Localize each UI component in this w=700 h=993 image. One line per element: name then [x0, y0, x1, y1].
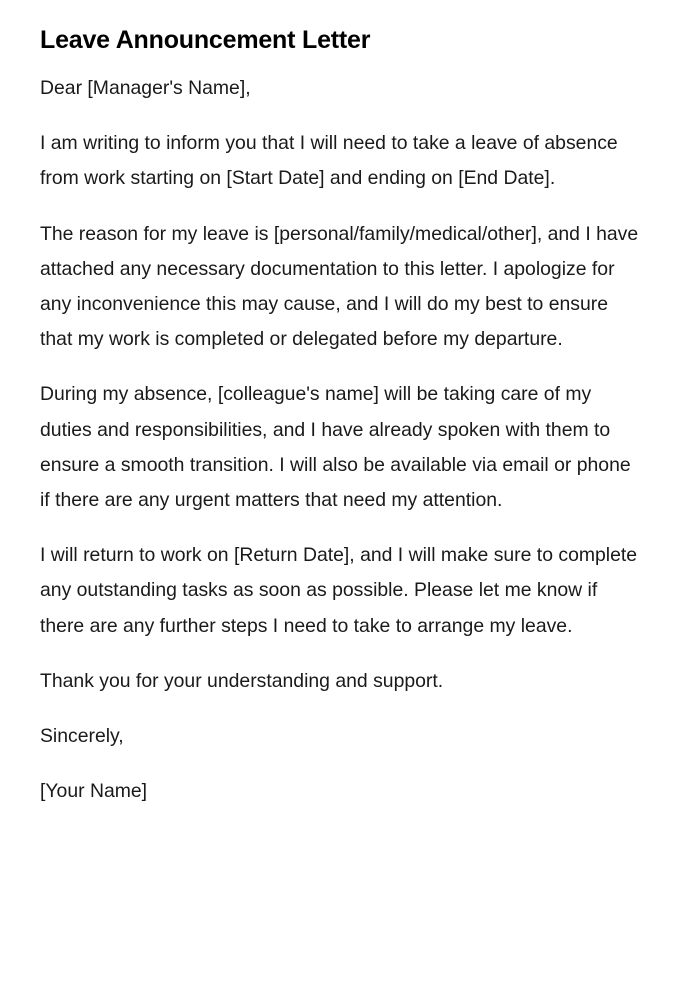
letter-paragraph-return: I will return to work on [Return Date], and I will make sure to complete any outstanding tasks as soon as possible. Please let me know if there are any further steps I need to take to arrange my leave. [40, 544, 638, 637]
letter-closing: Sincerely, [40, 725, 124, 748]
letter-paragraph-intro: I am writing to inform you that I will need to take a leave of absence from work starting on [Start Date] and ending on [End Date]. [40, 132, 618, 190]
letter-paragraph-thanks: Thank you for your understanding and support. [40, 669, 444, 692]
letter-salutation: Dear [Manager's Name], [40, 77, 251, 99]
letter-paragraph-coverage: During my absence, [colleague's name] will be taking care of my duties and responsibilities, and I have already spoken with them to ensure a smooth transition. I will also be available via email or phone if there are any urgent matters that need my attention. [40, 383, 631, 512]
letter-paragraph-reason: The reason for my leave is [personal/family/medical/other], and I have attached any necessary documentation to this letter. I apologize for any inconvenience this may cause, and I will do my best to ensure that my work is completed or delegated before my departure. [40, 222, 639, 351]
letter-document [40, 22, 640, 829]
letter-title: Leave Announcement Letter [40, 26, 371, 54]
letter-signature: [Your Name] [40, 780, 148, 803]
